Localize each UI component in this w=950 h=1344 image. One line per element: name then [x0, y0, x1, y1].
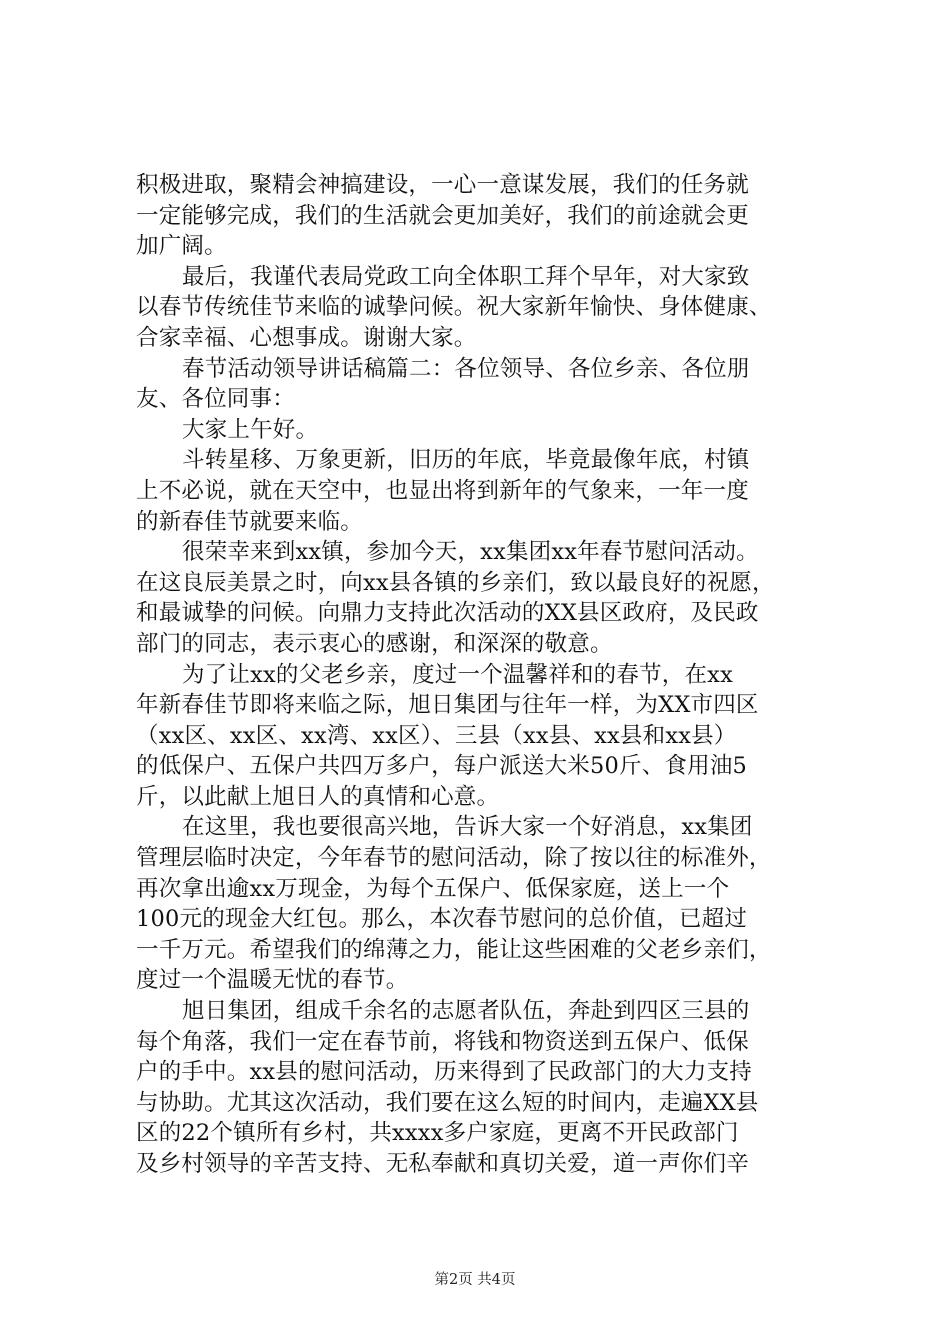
body-text — [136, 170, 836, 1180]
text-line: 及乡村领导的辛苦支持、无私奉献和真切关爱，道一声你们辛 — [136, 1151, 749, 1177]
text-line: 合家幸福、心想事成。谢谢大家。 — [136, 324, 477, 351]
text-line: 在这良辰美景之时，向xx县各镇的乡亲们，致以最良好的祝愿， — [136, 569, 775, 596]
text-line: 年新春佳节即将来临之际，旭日集团与往年一样，为XX市四区 — [136, 692, 759, 719]
text-line: 的新春佳节就要来临。 — [136, 508, 364, 535]
text-line: 最后，我谨代表局党政工向全体职工拜个早年，对大家致 — [182, 263, 750, 290]
text-line: 很荣幸来到xx镇，参加今天，xx集团xx年春节慰问活动。 — [182, 539, 759, 566]
text-line: 春节活动领导讲话稿篇二：各位领导、各位乡亲、各位朋 — [182, 355, 750, 382]
text-line: 旭日集团，组成千余名的志愿者队伍，奔赴到四区三县的 — [182, 998, 750, 1025]
text-line: 加广阔。 — [136, 233, 227, 260]
text-line: 上不必说，就在天空中，也显出将到新年的气象来，一年一度 — [136, 477, 749, 504]
text-line: 再次拿出逾xx万现金，为每个五保户、低保家庭，送上一个 — [136, 875, 730, 902]
text-line: 的低保户、五保户共四万多户，每户派送大米50斤、食用油5 — [136, 753, 748, 780]
text-line: 户的手中。xx县的慰问活动，历来得到了民政部门的大力支持 — [136, 1059, 752, 1086]
page-footer: 第2页 共4页 — [434, 1272, 516, 1288]
text-line: 每个角落，我们一定在春节前，将钱和物资送到五保户、低保 — [136, 1028, 749, 1055]
text-line: 100元的现金大红包。那么，本次春节慰问的总价值，已超过 — [136, 906, 748, 933]
text-line: 与协助。尤其这次活动，我们要在这么短的时间内，走遍XX县 — [136, 1089, 759, 1116]
text-line: 大家上午好。 — [182, 416, 319, 443]
text-line: 积极进取，聚精会神搞建设，一心一意谋发展，我们的任务就 — [136, 172, 749, 198]
text-line: 在这里，我也要很高兴地，告诉大家一个好消息，xx集团 — [182, 814, 753, 841]
text-line: （xx区、xx区、xx湾、xx区）、三县（xx县、xx县和xx县） — [136, 722, 737, 749]
text-line: 斤，以此献上旭日人的真情和心意。 — [136, 783, 500, 810]
text-line: 度过一个温暖无忧的春节。 — [136, 967, 409, 994]
text-line: 斗转星移、万象更新，旧历的年底，毕竟最像年底，村镇 — [182, 447, 750, 474]
text-line: 区的22个镇所有乡村，共xxxx多户家庭，更离不开民政部门 — [136, 1120, 739, 1147]
text-line: 管理层临时决定，今年春节的慰问活动，除了按以往的标准外， — [136, 845, 772, 872]
text-line: 为了让xx的父老乡亲，度过一个温馨祥和的春节，在xx — [182, 661, 733, 688]
text-line: 友、各位同事： — [136, 386, 295, 413]
text-line: 部门的同志，表示衷心的感谢，和深深的敬意。 — [136, 630, 613, 657]
text-line: 一千万元。希望我们的绵薄之力，能让这些困难的父老乡亲们， — [136, 936, 772, 963]
text-line: 一定能够完成，我们的生活就会更加美好，我们的前途就会更 — [136, 202, 749, 229]
text-line: 以春节传统佳节来临的诚挚问候。祝大家新年愉快、身体健康、 — [136, 294, 772, 321]
text-line: 和最诚挚的问候。向鼎力支持此次活动的XX县区政府，及民政 — [136, 600, 759, 627]
